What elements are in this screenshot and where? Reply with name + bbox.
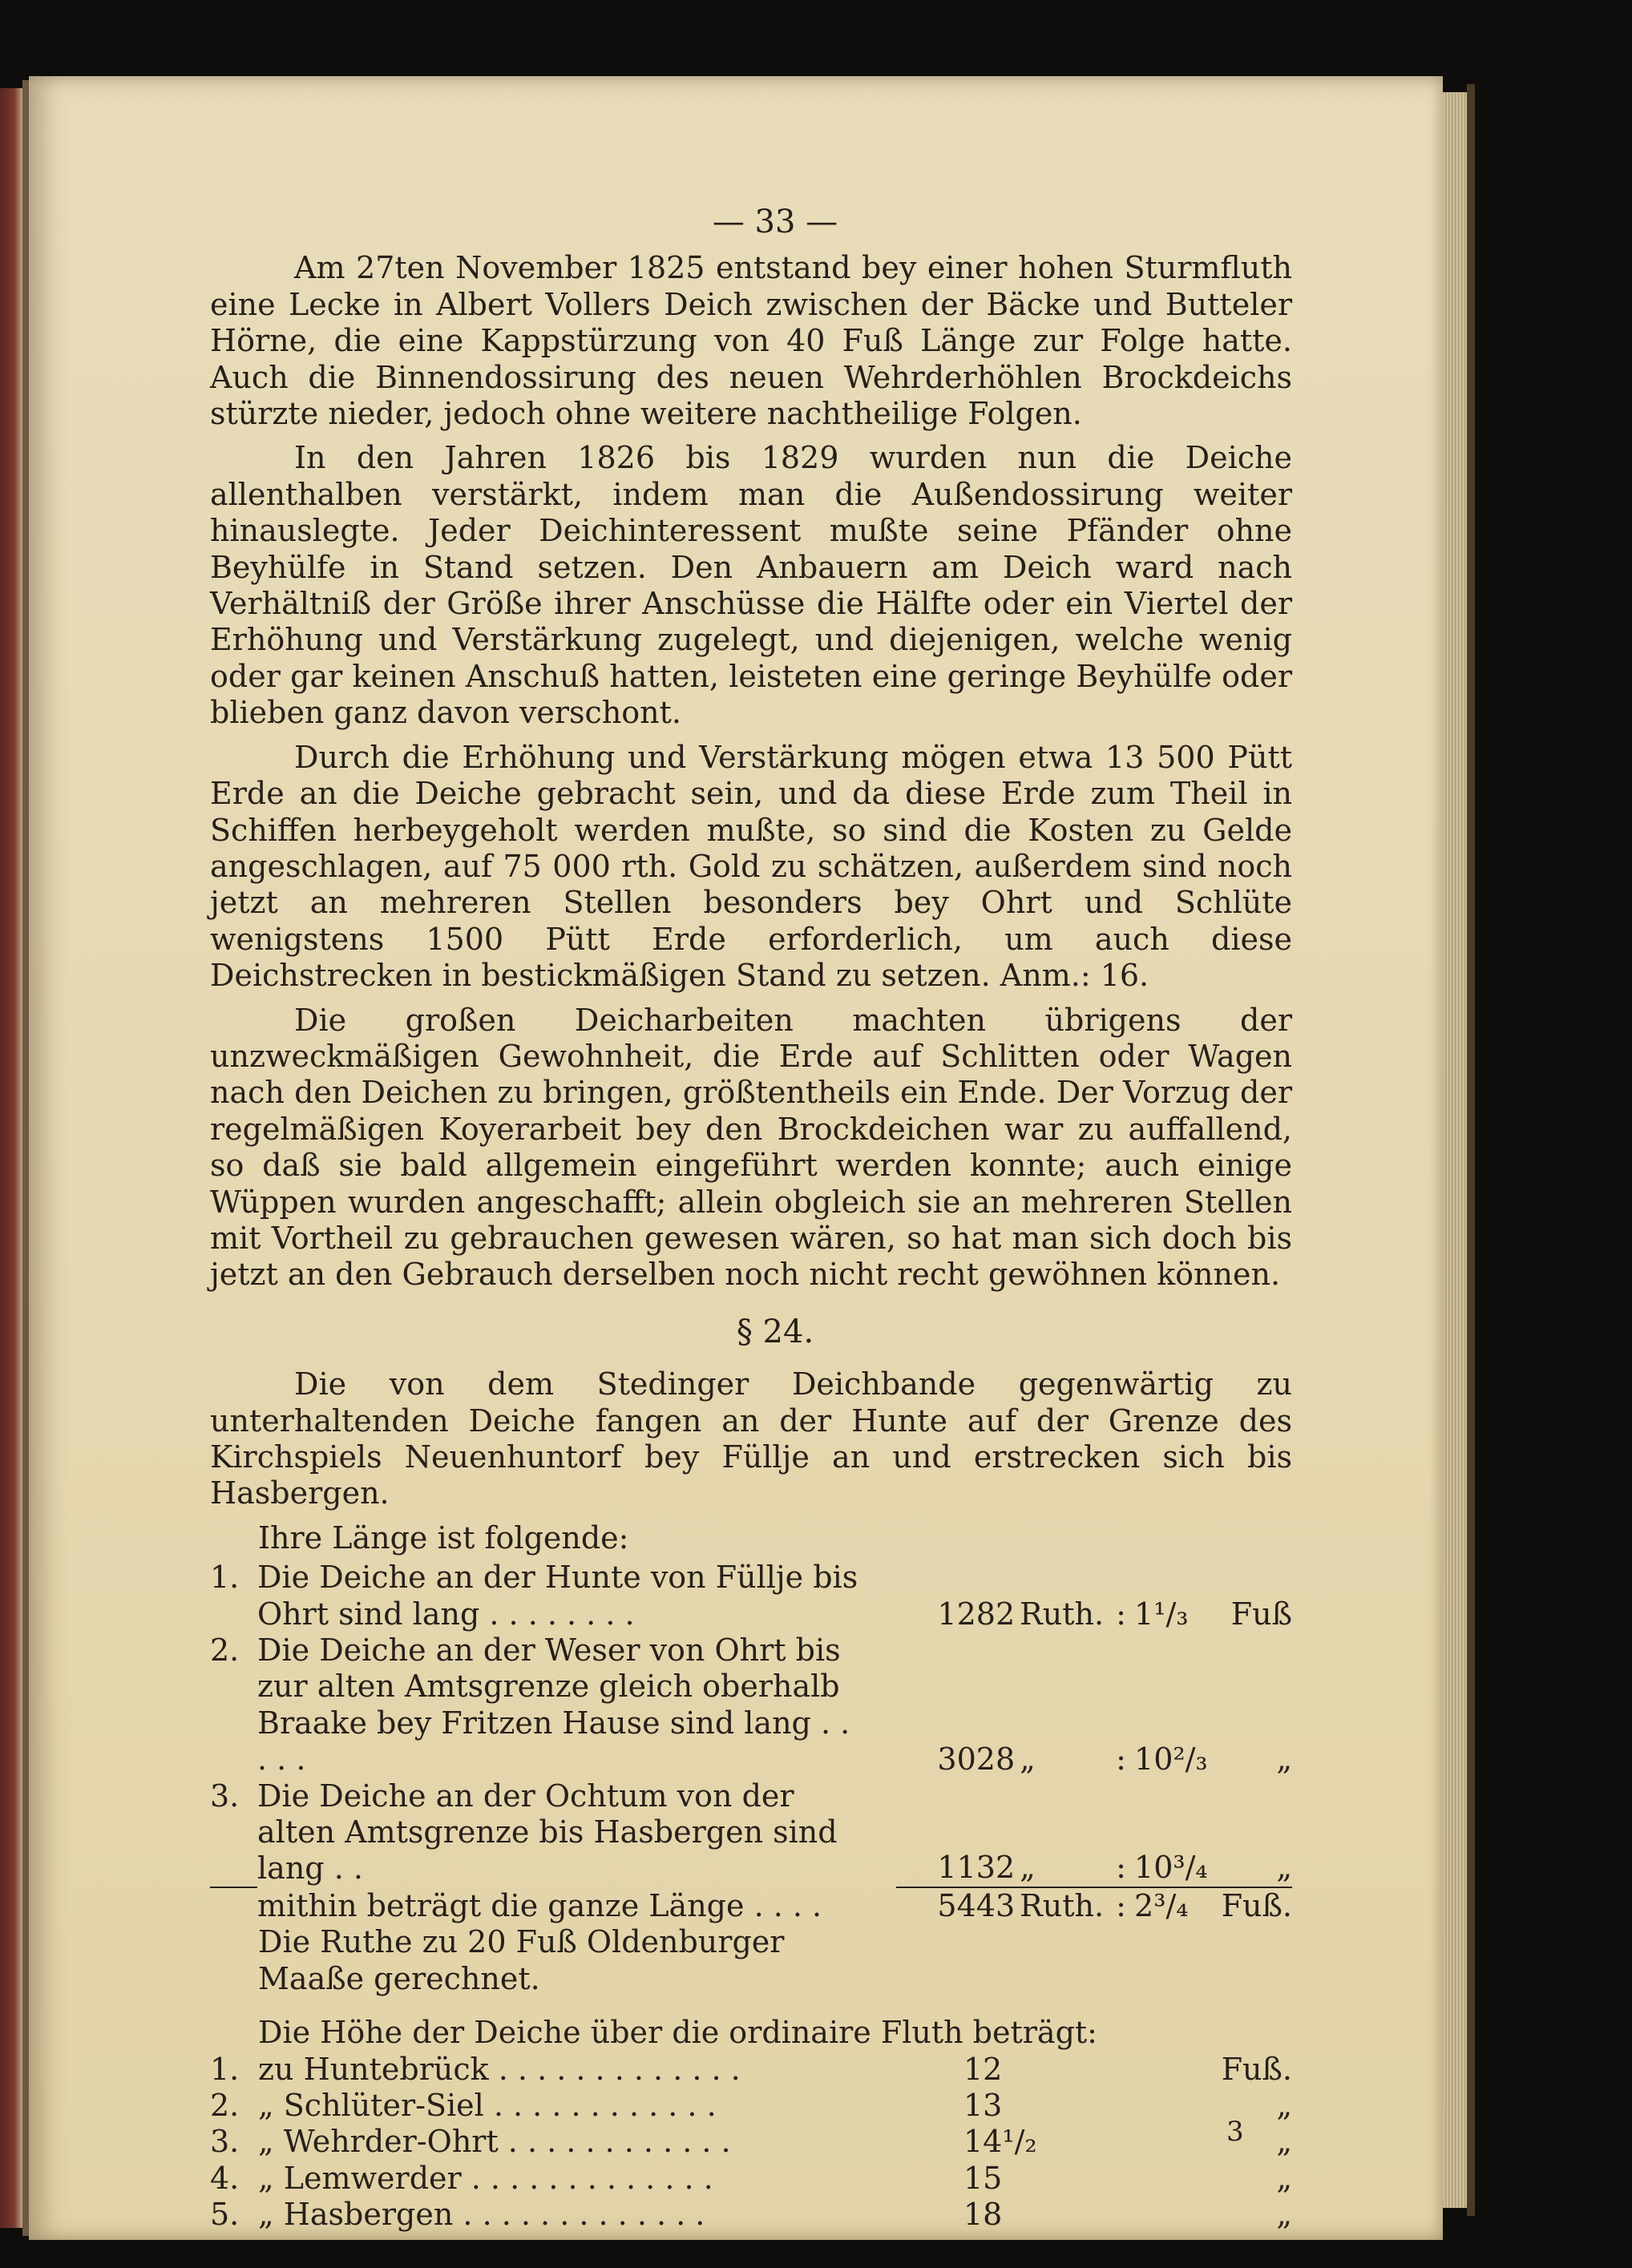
row-foot-unit: „ [1276,1741,1292,1778]
paragraph: Durch die Erhöhung und Verstärkung mögen etwa 13 500 Pütt Erde an die Deiche gebracht sein, und da diese Erde zum Theil in Schiffen herbeygeholt werden mußte, so sind die Kosten zu Gelde angeschlagen, auf 75 000 rth. Gold zu schätzen, außerdem sind noch jetzt an mehreren Stellen besonders bey Ohrt und Schlüte wenigstens 1500 Pütt Erde erforderlich, um auch diese Deichstrecken in bestickmäßigen Stand zu setzen. Anm.: 16. [210,739,1292,994]
row-unit: „ [1276,2087,1292,2123]
row-fraction: 1¹/₃ [1134,1596,1189,1632]
table-row [210,2088,1292,2124]
row-place: „ Wehrder-Ohrt . . . . . . . . . . . . [258,2124,731,2160]
row-fraction: 10²/₃ [1134,1741,1208,1778]
length-table [210,1560,1292,1924]
row-unit: „ [1276,2197,1292,2233]
table-row [210,2052,1292,2088]
row-value: 14¹/₂ [963,2124,1037,2160]
left-page-edge [0,88,24,2228]
row-description: Die Deiche an der Weser von Ohrt bis zur alten Amtsgrenze gleich oberhalb Braake bey Fritzen Hause sind lang . . . . . [257,1632,850,1778]
row-number: 2. [210,2087,240,2123]
row-foot-unit: „ [1276,1850,1292,1886]
row-colon: : [1116,1596,1126,1632]
book-cover-board [1467,84,1475,2216]
row-unit: „ [1020,1850,1036,1886]
total-description: mithin beträgt die ganze Länge . . . . [257,1887,822,1923]
row-fraction: 10³/₄ [1134,1850,1208,1886]
row-value: 15 [963,2160,1003,2196]
row-value: 13 [963,2087,1003,2123]
total-foot-unit: Fuß. [1221,1887,1292,1923]
row-number: 1. [210,2051,240,2087]
total-row [210,1887,1292,1924]
total-colon: : [1108,1887,1134,1924]
paragraph: Am 27ten November 1825 entstand bey einer hohen Sturmfluth eine Lecke in Albert Vollers Deich zwischen der Bäcke und Butteler Hörne, die eine Kappstürzung von 40 Fuß Länge zur Folge hatte. Auch die Binnendossirung des neuen Wehrderhöhlen Brockdeichs stürzte nieder, jedoch ohne weitere nachtheilige Folgen. [210,250,1292,432]
row-number: 4. [210,2160,240,2196]
row-unit: „ [1276,2160,1292,2196]
row-place: zu Huntebrück . . . . . . . . . . . . . [258,2051,741,2087]
row-unit: Fuß. [1221,2051,1292,2087]
height-table [210,2052,1292,2234]
table-row [210,2124,1292,2160]
row-number: 2. [210,1632,240,1669]
row-colon: : [1116,1741,1126,1778]
row-colon: : [1116,1850,1126,1886]
page-content [210,204,1292,2234]
row-description: Die Deiche an der Hunte von Füllje bis Ohrt sind lang . . . . . . . . [257,1560,858,1632]
page-number: — 33 — [712,204,838,240]
paragraph: In den Jahren 1826 bis 1829 wurden nun die Deiche allenthalben verstärkt, indem man die Außendossirung weiter hinauslegte. Jeder Deichinteressent mußte seine Pfänder ohne Beyhülfe in Stand setzen. Den Anbauern am Deich ward nach Verhältniß der Größe ihrer Anschüsse die Hälfte oder ein Viertel der Erhöhung und Verstärkung zugelegt, und diejenigen, welche wenig oder gar keinen Anschuß hatten, leisteten eine geringe Beyhülfe oder blieben ganz davon verschont. [210,440,1292,731]
total-value: 5443 [896,1887,1020,1924]
height-intro: Die Höhe der Deiche über die ordinaire Fluth beträgt: [258,2015,1097,2051]
row-foot-unit: Fuß [1230,1596,1292,1632]
table-row [210,1778,1292,1887]
row-number: 3. [210,2124,240,2160]
row-number: 3. [210,1778,240,1814]
section-intro: Die von dem Stedinger Deichbande gegenwärtig zu unterhaltenden Deiche fangen an der Hunte auf der Grenze des Kirchspiels Neuenhuntorf bey Füllje an und erstrecken sich bis Hasbergen. [210,1366,1292,1511]
section-heading: § 24. [736,1313,814,1350]
row-value: 1282 [937,1596,1016,1632]
row-value: 1132 [937,1850,1016,1886]
row-value: 3028 [937,1741,1016,1778]
row-number: 5. [210,2197,240,2233]
row-place: „ Lemwerder . . . . . . . . . . . . . [258,2160,713,2196]
total-unit: Ruth. [1020,1887,1108,1924]
ruthe-note: Die Ruthe zu 20 Fuß Oldenburger Maaße gerechnet. [258,1924,785,1996]
row-unit: „ [1276,2124,1292,2160]
table-row [210,2197,1292,2233]
table-row [210,1632,1292,1778]
table-row [210,1560,1292,1632]
row-number: 1. [210,1560,240,1596]
paragraph: Die großen Deicharbeiten machten übrigens der unzweckmäßigen Gewohnheit, die Erde auf Schlitten oder Wagen nach den Deichen zu bringen, größtentheils ein Ende. Der Vorzug der regelmäßigen Koyerarbeit bey den Brockdeichen war zu auffallend, so daß sie bald allgemein eingeführt werden konnte; auch einige Wüppen wurden angeschafft; allein obgleich sie an mehreren Stellen mit Vortheil zu gebrauchen gewesen wären, so hat man sich doch bis jetzt an den Gebrauch derselben noch nicht recht gewöhnen können. [210,1002,1292,1293]
row-value: 12 [963,2051,1003,2087]
length-intro: Ihre Länge ist folgende: [258,1519,629,1556]
signature-mark: 3 [1226,2116,1244,2148]
row-place: „ Schlüter-Siel . . . . . . . . . . . . [258,2087,717,2123]
page-edges [1443,92,1467,2208]
row-place: „ Hasbergen . . . . . . . . . . . . . [258,2197,705,2233]
total-fraction: 2³/₄ [1134,1887,1222,1924]
row-unit: Ruth. [1020,1596,1105,1632]
row-value: 18 [963,2197,1003,2233]
table-row [210,2161,1292,2197]
row-unit: „ [1020,1741,1036,1778]
row-description: Die Deiche an der Ochtum von der alten Amtsgrenze bis Hasbergen sind lang . . [257,1778,838,1887]
